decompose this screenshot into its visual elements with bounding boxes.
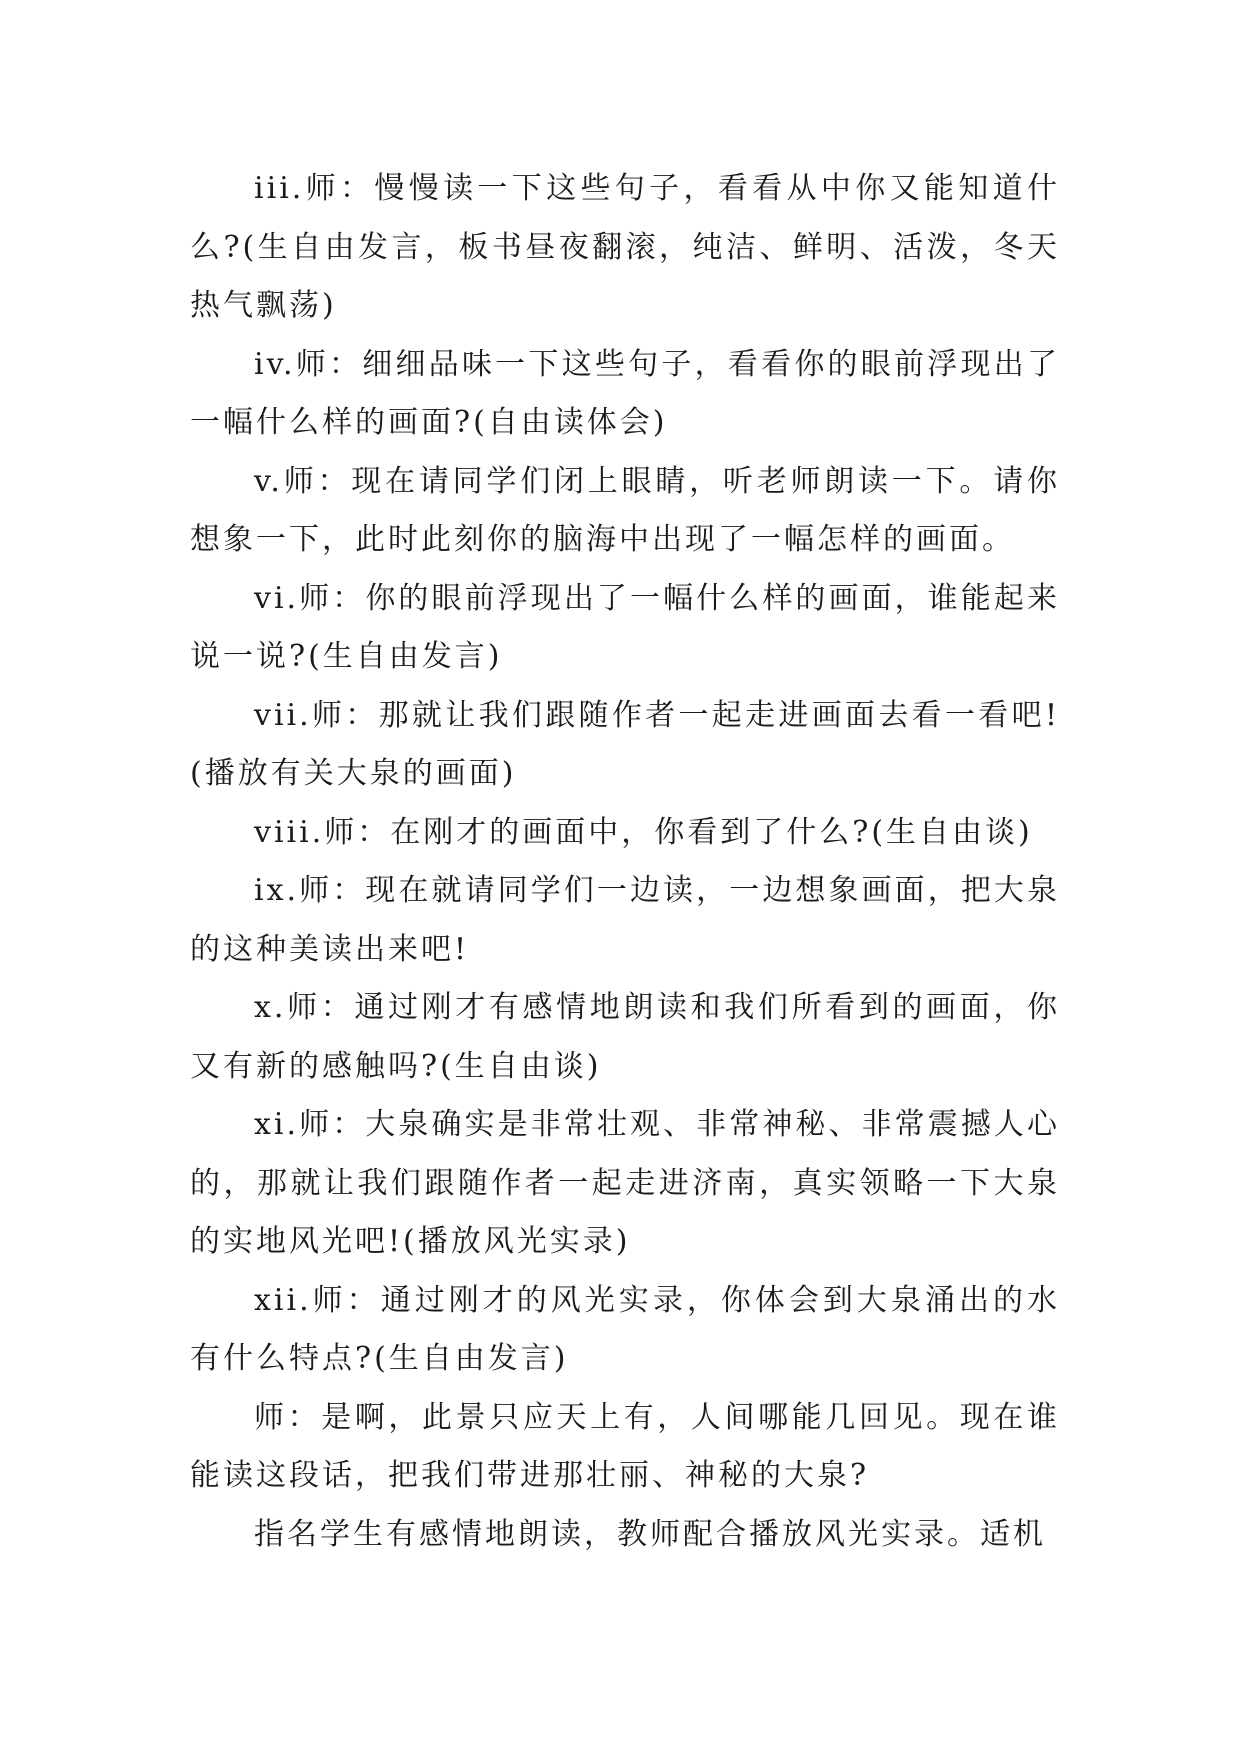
- paragraph-teacher-summary: 师：是啊，此景只应天上有，人间哪能几回见。现在谁能读这段话，把我们带进那壮丽、神秘的大泉?: [190, 1399, 1060, 1493]
- paragraph-iv: iv.师：细细品味一下这些句子，看看你的眼前浮现出了一幅什么样的画面?(自由读体会): [190, 346, 1060, 440]
- paragraph-viii: viii.师：在刚才的画面中，你看到了什么?(生自由谈): [254, 814, 1033, 850]
- document-body: [190, 160, 1060, 1564]
- paragraph-student-reading: 指名学生有感情地朗读，教师配合播放风光实录。适机: [254, 1516, 1046, 1552]
- paragraph-vii: vii.师：那就让我们跟随作者一起走进画面去看一看吧!(播放有关大泉的画面): [190, 697, 1060, 791]
- paragraph-vi: vi.师：你的眼前浮现出了一幅什么样的画面，谁能起来说一说?(生自由发言): [190, 580, 1060, 674]
- paragraph-xii: xii.师：通过刚才的风光实录，你体会到大泉涌出的水有什么特点?(生自由发言): [190, 1282, 1060, 1376]
- paragraph-v: v.师：现在请同学们闭上眼睛，听老师朗读一下。请你想象一下，此时此刻你的脑海中出现了一幅怎样的画面。: [190, 463, 1060, 557]
- paragraph-x: x.师：通过刚才有感情地朗读和我们所看到的画面，你又有新的感触吗?(生自由谈): [190, 990, 1060, 1084]
- paragraph-iii: iii.师：慢慢读一下这些句子，看看从中你又能知道什么?(生自由发言，板书昼夜翻滚，纯洁、鲜明、活泼，冬天热气飘荡): [190, 171, 1060, 323]
- paragraph-ix: ix.师：现在就请同学们一边读，一边想象画面，把大泉的这种美读出来吧!: [190, 873, 1060, 967]
- paragraph-xi: xi.师：大泉确实是非常壮观、非常神秘、非常震撼人心的，那就让我们跟随作者一起走进济南，真实领略一下大泉的实地风光吧!(播放风光实录): [190, 1107, 1060, 1259]
